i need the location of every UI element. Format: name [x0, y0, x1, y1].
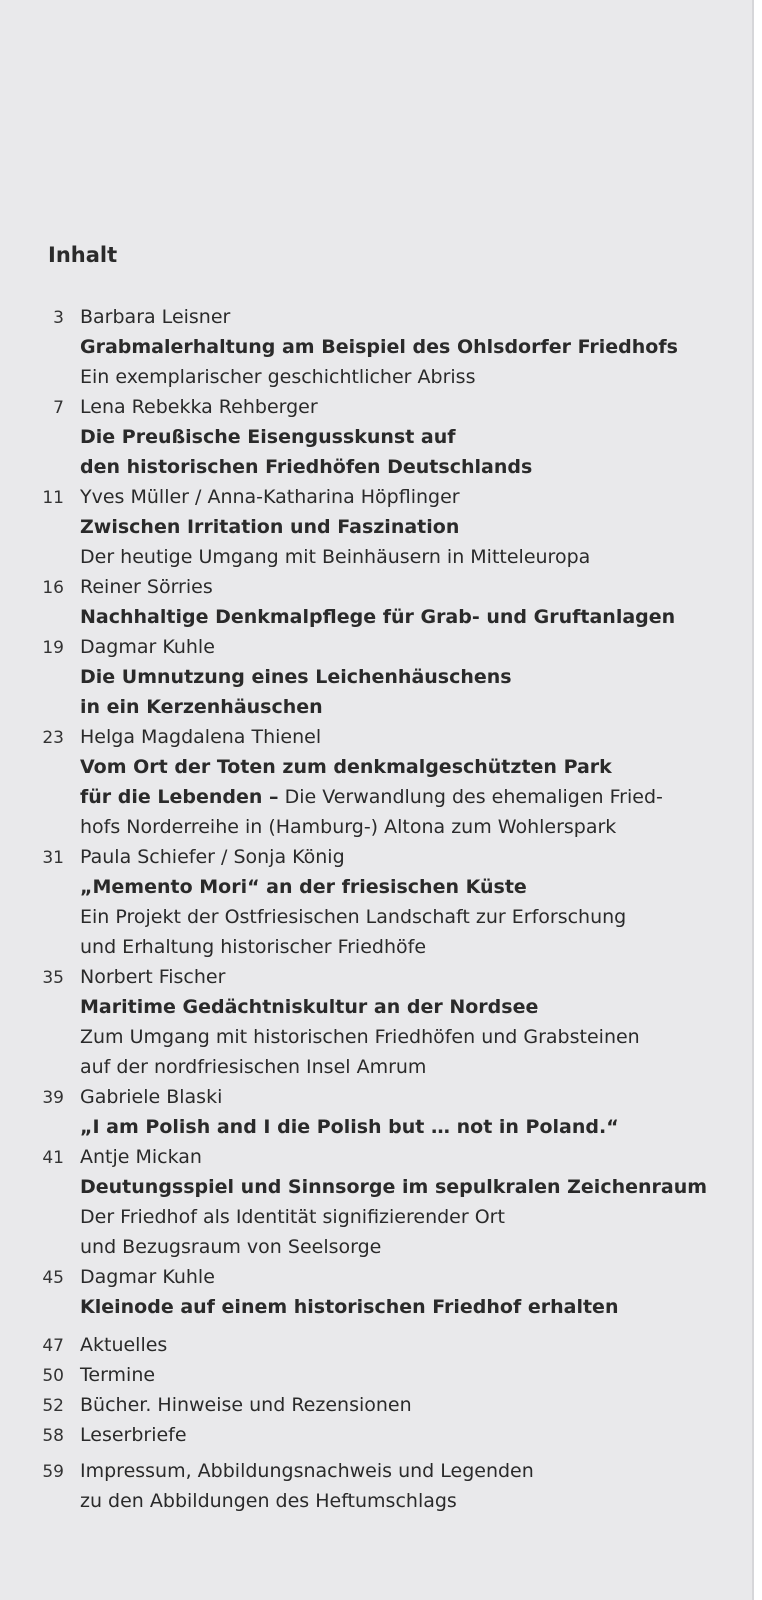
entry-subtitle: Ein Projekt der Ostfriesischen Landschaft zur Erforschung: [80, 906, 627, 928]
entry-author: Yves Müller / Anna-Katharina Höpflinger: [80, 486, 460, 508]
toc-entry: [0, 392, 740, 482]
toc-entry: [0, 1262, 740, 1322]
page-number: 19: [42, 638, 64, 658]
toc-entry: [0, 1142, 740, 1262]
entry-title: „Memento Mori“ an der friesischen Küste: [80, 876, 527, 898]
entry-author: Lena Rebekka Rehberger: [80, 396, 318, 418]
toc-entry-simple: [0, 1420, 740, 1450]
page-number: 16: [42, 578, 64, 598]
entry-body: [80, 1390, 740, 1420]
entry-title: Maritime Gedächtniskultur an der Nordsee: [80, 996, 539, 1018]
entry-author: Dagmar Kuhle: [80, 636, 215, 658]
entry-author: Paula Schiefer / Sonja König: [80, 846, 345, 868]
entry-line: zu den Abbildungen des Heftumschlags: [80, 1490, 457, 1512]
entry-line: Aktuelles: [80, 1334, 168, 1356]
page-number: 39: [42, 1088, 64, 1108]
page-number: 47: [42, 1336, 64, 1356]
page-number: 41: [42, 1148, 64, 1168]
entry-author: Barbara Leisner: [80, 306, 231, 328]
toc-entry-simple: [0, 1360, 740, 1390]
entry-subtitle: Ein exemplarischer geschichtlicher Abriss: [80, 366, 476, 388]
entry-body: [80, 962, 740, 1082]
toc-entry: [0, 1082, 740, 1142]
toc-entry-simple: [0, 1330, 740, 1360]
entry-title: in ein Kerzenhäuschen: [80, 696, 323, 718]
page-number: 35: [42, 968, 64, 988]
entry-subtitle: und Erhaltung historischer Friedhöfe: [80, 936, 427, 958]
entry-body: [80, 1262, 740, 1322]
entry-title: den historischen Friedhöfen Deutschlands: [80, 456, 533, 478]
entry-body: [80, 1360, 740, 1390]
entry-body: [80, 572, 740, 632]
entry-subtitle: Der heutige Umgang mit Beinhäusern in Mitteleuropa: [80, 546, 591, 568]
page-number: 59: [42, 1462, 64, 1482]
entry-body: [80, 1420, 740, 1450]
entry-body: [80, 302, 740, 392]
entry-body: [80, 632, 740, 722]
page-number: 11: [42, 488, 64, 508]
entry-body: [80, 1082, 740, 1142]
entry-line: Bücher. Hinweise und Rezensionen: [80, 1394, 412, 1416]
page-number: 23: [42, 728, 64, 748]
page-number: 31: [42, 848, 64, 868]
page-number: 3: [53, 308, 64, 328]
page-number: 50: [42, 1366, 64, 1386]
entry-subtitle-part: Die Verwandlung des ehemaligen Fried-: [278, 786, 663, 808]
toc-entry: [0, 482, 740, 572]
entry-body: [80, 722, 740, 842]
toc-entry: [0, 962, 740, 1082]
entry-subtitle: hofs Norderreihe in (Hamburg-) Altona zum Wohlerspark: [80, 816, 617, 838]
entry-title: Grabmalerhaltung am Beispiel des Ohlsdorfer Friedhofs: [80, 336, 678, 358]
entry-subtitle: Zum Umgang mit historischen Friedhöfen und Grabsteinen: [80, 1026, 640, 1048]
entry-author: Reiner Sörries: [80, 576, 213, 598]
entry-title-bold-part: für die Lebenden –: [80, 786, 279, 808]
entry-title: Kleinode auf einem historischen Friedhof erhalten: [80, 1296, 619, 1318]
entry-title: Vom Ort der Toten zum denkmalgeschützten Park: [80, 756, 612, 778]
entry-body: [80, 482, 740, 572]
toc-entry-simple: [0, 1390, 740, 1420]
toc-heading: Inhalt: [48, 243, 118, 267]
toc-entry-simple: [0, 1456, 740, 1516]
entry-author: Helga Magdalena Thienel: [80, 726, 322, 748]
page-number: 52: [42, 1396, 64, 1416]
entry-subtitle: Der Friedhof als Identität signifizierender Ort: [80, 1206, 505, 1228]
entry-subtitle: und Bezugsraum von Seelsorge: [80, 1236, 382, 1258]
table-of-contents: [0, 302, 740, 1516]
page-number: 45: [42, 1268, 64, 1288]
entry-body: [80, 1456, 740, 1516]
toc-entry: [0, 842, 740, 962]
section-gap: [0, 1322, 740, 1330]
entry-author: Norbert Fischer: [80, 966, 226, 988]
entry-title-continued: [80, 782, 740, 812]
entry-title: Nachhaltige Denkmalpflege für Grab- und Gruftanlagen: [80, 606, 676, 628]
toc-entry: [0, 722, 740, 842]
entry-line: Impressum, Abbildungsnachweis und Legenden: [80, 1460, 534, 1482]
page-number: 7: [53, 398, 64, 418]
page-number: 58: [42, 1426, 64, 1446]
entry-body: [80, 842, 740, 962]
entry-body: [80, 392, 740, 482]
toc-entry: [0, 632, 740, 722]
toc-entry: [0, 572, 740, 632]
entry-line: Leserbriefe: [80, 1424, 187, 1446]
entry-body: [80, 1142, 740, 1262]
entry-author: Gabriele Blaski: [80, 1086, 223, 1108]
entry-body: [80, 1330, 740, 1360]
entry-author: Antje Mickan: [80, 1146, 202, 1168]
entry-title: „I am Polish and I die Polish but … not in Poland.“: [80, 1116, 619, 1138]
toc-entry: [0, 302, 740, 392]
entry-title: Die Preußische Eisengusskunst auf: [80, 426, 456, 448]
entry-line: Termine: [80, 1364, 156, 1386]
entry-author: Dagmar Kuhle: [80, 1266, 215, 1288]
entry-subtitle: auf der nordfriesischen Insel Amrum: [80, 1056, 427, 1078]
entry-title: Zwischen Irritation und Faszination: [80, 516, 460, 538]
entry-title: Die Umnutzung eines Leichenhäuschens: [80, 666, 512, 688]
entry-title: Deutungsspiel und Sinnsorge im sepulkralen Zeichenraum: [80, 1176, 708, 1198]
